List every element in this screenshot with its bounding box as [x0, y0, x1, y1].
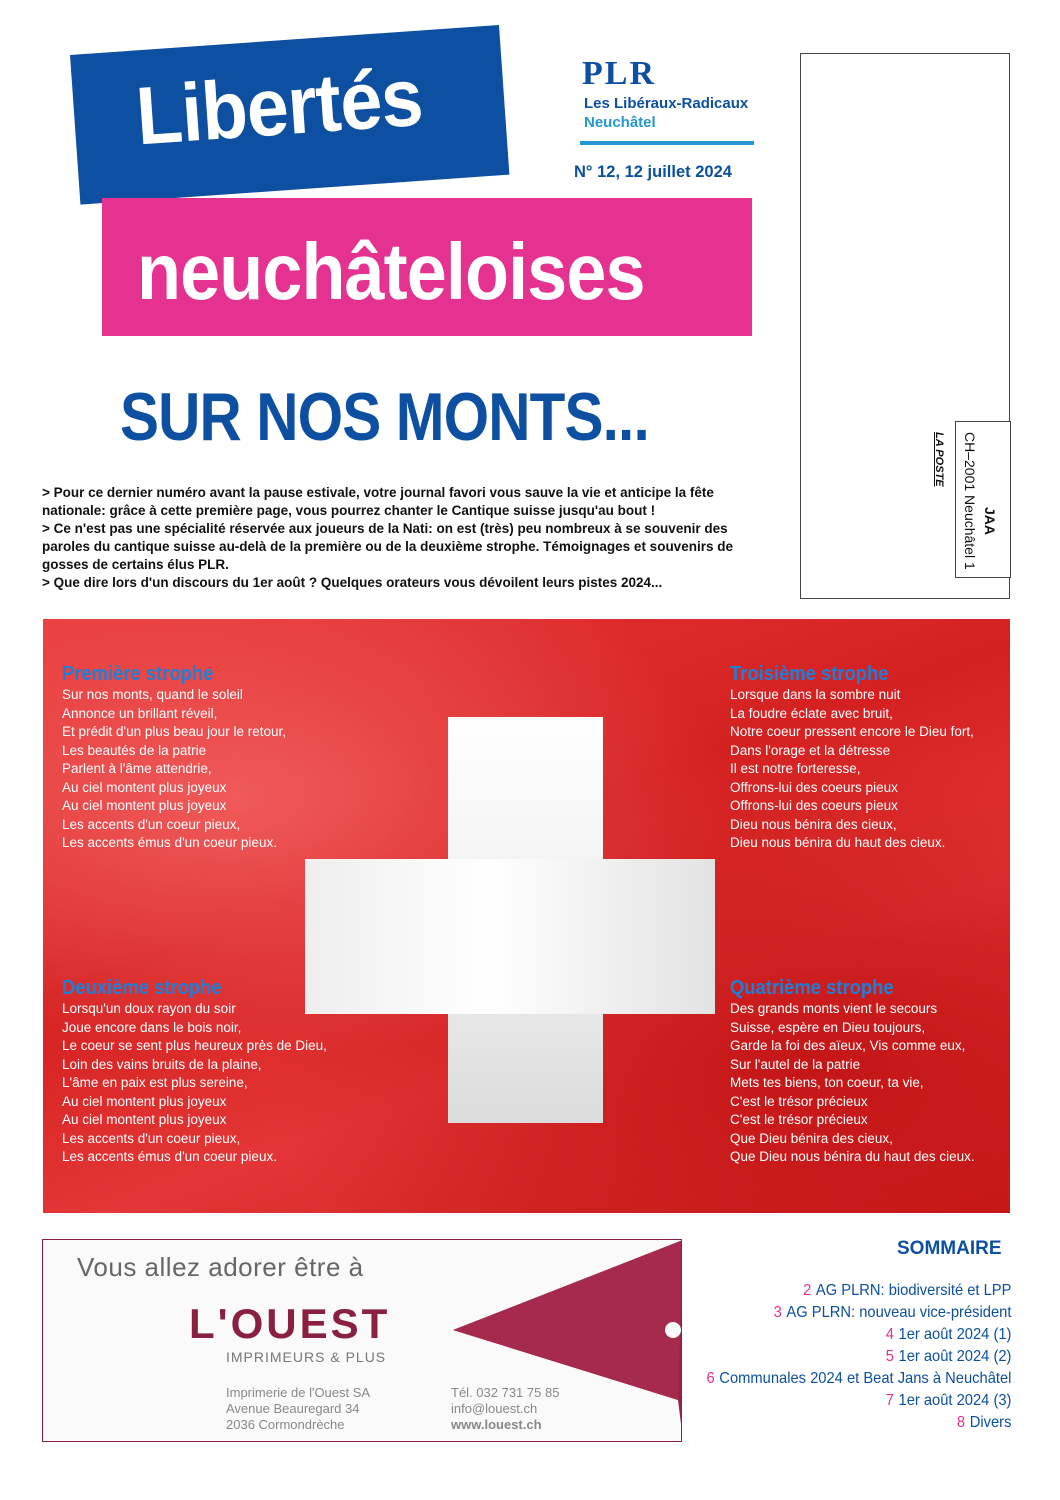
- stanza-3: [730, 662, 1010, 853]
- title-banner-blue: [70, 25, 509, 205]
- stanza-line: Offrons-lui des coeurs pieux: [730, 779, 898, 795]
- stanza-line: Il est notre forteresse,: [730, 761, 861, 776]
- party-name: Les Libéraux-Radicaux: [584, 95, 749, 112]
- stanza-line: Les accents d'un coeur pieux,: [62, 816, 241, 832]
- stanza-line: Au ciel montent plus joyeux: [62, 798, 227, 813]
- stanza-line: Lorsqu'un doux rayon du soir: [62, 1001, 236, 1016]
- stanza-title: Troisième strophe: [730, 663, 889, 685]
- stanza-line: Des grands monts vient le secours: [730, 1001, 938, 1016]
- page-number: 7: [885, 1392, 894, 1409]
- party-region: Neuchâtel: [584, 114, 656, 131]
- stanza-line: C'est le trésor précieux: [730, 1112, 868, 1127]
- ad-phone: Tél. 032 731 75 85: [451, 1385, 560, 1400]
- ad-address-line: Imprimerie de l'Ouest SA: [226, 1385, 371, 1400]
- sommaire-item[interactable]: [706, 1368, 1011, 1390]
- stanza-line: Loin des vains bruits de la plaine,: [62, 1056, 262, 1072]
- postcode: CH–2001 Neuchâtel 1: [962, 432, 978, 570]
- title-line2: neuchâteloises: [137, 227, 645, 316]
- stanza-line: Garde la foi des aïeux, Vis comme eux,: [730, 1038, 966, 1053]
- stanza-line: C'est le trésor précieux: [730, 1093, 868, 1109]
- stanza-line: Au ciel montent plus joyeux: [62, 1093, 227, 1109]
- page-number: 2: [802, 1282, 811, 1299]
- stanza-line: Que Dieu nous bénira du haut des cieux.: [730, 1149, 975, 1164]
- stanza-line: Mets tes biens, ton coeur, ta vie,: [730, 1075, 924, 1090]
- sommaire-item[interactable]: [706, 1324, 1011, 1346]
- stanza-2: [62, 976, 402, 1167]
- page-number: 5: [885, 1348, 894, 1365]
- stanza-line: Lorsque dans la sombre nuit: [730, 687, 901, 702]
- stanza-line: Dans l'orage et la détresse: [730, 742, 891, 758]
- intro-paragraph: > Pour ce dernier numéro avant la pause estivale, votre journal favori vous sauve la vie et anticipe la fête nationale: grâce à cette première page, vous pourrez chanter le Cantique suisse jusqu'au bout !: [42, 485, 714, 518]
- page-number: 3: [773, 1304, 782, 1321]
- sommaire-item[interactable]: [706, 1302, 1011, 1324]
- stanza-line: Au ciel montent plus joyeux: [62, 779, 227, 795]
- sommaire-label: AG PLRN: biodiversité et LPP: [815, 1282, 1011, 1299]
- ad-website[interactable]: www.louest.ch: [451, 1417, 542, 1432]
- sommaire-label: 1er août 2024 (1): [898, 1326, 1011, 1343]
- party-rule: [580, 141, 754, 145]
- sommaire-label: Divers: [969, 1414, 1011, 1431]
- ad-contact: [451, 1385, 559, 1433]
- page-number: 8: [956, 1414, 965, 1431]
- sommaire-title: SOMMAIRE: [897, 1238, 1002, 1259]
- stanza-1: [62, 662, 402, 853]
- stanza-line: Les beautés de la patrie: [62, 742, 207, 758]
- stanza-line: La foudre éclate avec bruit,: [730, 705, 893, 721]
- stanza-4: [730, 976, 1010, 1167]
- stanza-line: Joue encore dans le bois noir,: [62, 1019, 242, 1035]
- issue-number: N° 12, 12 juillet 2024: [574, 163, 732, 181]
- stanza-line: Que Dieu bénira des cieux,: [730, 1130, 893, 1146]
- sommaire-label: AG PLRN: nouveau vice-président: [785, 1304, 1011, 1321]
- sommaire-item[interactable]: [706, 1280, 1011, 1302]
- stanza-line: Sur nos monts, quand le soleil: [62, 687, 243, 702]
- ad-headline: Vous allez adorer être à: [77, 1252, 364, 1282]
- plr-logo: PLR: [582, 55, 656, 92]
- sommaire-label: Communales 2024 et Beat Jans à Neuchâtel: [718, 1370, 1011, 1387]
- stanza-line: Suisse, espère en Dieu toujours,: [730, 1019, 926, 1035]
- jaa-label: JAA: [982, 507, 998, 536]
- stanza-title: Deuxième strophe: [62, 977, 222, 999]
- sommaire-list: [680, 1280, 1011, 1434]
- swiss-flag-image: [43, 619, 1010, 1213]
- headline: SUR NOS MONTS...: [120, 379, 649, 455]
- stanza-line: Parlent à l'âme attendrie,: [62, 761, 212, 776]
- stanza-line: Dieu nous bénira des cieux,: [730, 816, 897, 832]
- stanza-line: Dieu nous bénira du haut des cieux.: [730, 835, 946, 850]
- stanza-title: Quatrième strophe: [730, 977, 894, 999]
- printer-advertisement: [42, 1239, 682, 1442]
- stanza-line: Notre coeur pressent encore le Dieu fort,: [730, 724, 974, 739]
- intro-text: [42, 484, 762, 592]
- stanza-line: Sur l'autel de la patrie: [730, 1056, 861, 1072]
- ad-address: [226, 1385, 370, 1433]
- title-banner-pink: [102, 198, 752, 336]
- stanza-line: L'âme en paix est plus sereine,: [62, 1075, 248, 1090]
- ad-email[interactable]: info@louest.ch: [451, 1401, 538, 1416]
- sommaire-item[interactable]: [706, 1346, 1011, 1368]
- title-line1: Libertés: [133, 51, 426, 163]
- ad-address-line: Avenue Beauregard 34: [226, 1401, 360, 1416]
- intro-paragraph: > Ce n'est pas une spécialité réservée aux joueurs de la Nati: on est (très) peu nombreux à se souvenir des paroles du cantique suisse au-delà de la première ou de la deuxième strophe. Témoignages et souvenirs de gosses de certains élus PLR.: [42, 521, 733, 572]
- sommaire-label: 1er août 2024 (2): [898, 1348, 1011, 1365]
- sommaire-label: 1er août 2024 (3): [898, 1392, 1011, 1409]
- louest-logo: L'OUEST: [189, 1300, 391, 1347]
- stanza-line: Les accents émus d'un coeur pieux.: [62, 1149, 277, 1164]
- stanza-line: Annonce un brillant réveil,: [62, 705, 218, 721]
- ad-address-line: 2036 Cormondrèche: [226, 1417, 345, 1432]
- stanza-line: Offrons-lui des coeurs pieux: [730, 798, 898, 813]
- louest-tagline: IMPRIMEURS & PLUS: [226, 1349, 387, 1365]
- stanza-line: Le coeur se sent plus heureux près de Dieu,: [62, 1038, 327, 1053]
- sommaire-item[interactable]: [706, 1412, 1011, 1434]
- sommaire-item[interactable]: [706, 1390, 1011, 1412]
- page-number: 4: [885, 1326, 894, 1343]
- stanza-line: Au ciel montent plus joyeux: [62, 1112, 227, 1127]
- stanza-line: Les accents d'un coeur pieux,: [62, 1130, 241, 1146]
- stanza-title: Première strophe: [62, 663, 214, 685]
- la-poste-logo: LA POSTE: [933, 432, 945, 487]
- stanza-line: Les accents émus d'un coeur pieux.: [62, 835, 277, 850]
- stanza-line: Et prédit d'un plus beau jour le retour,: [62, 724, 286, 739]
- intro-paragraph: > Que dire lors d'un discours du 1er août ? Quelques orateurs vous dévoilent leurs pistes 2024...: [42, 575, 663, 590]
- page-number: 6: [706, 1370, 715, 1387]
